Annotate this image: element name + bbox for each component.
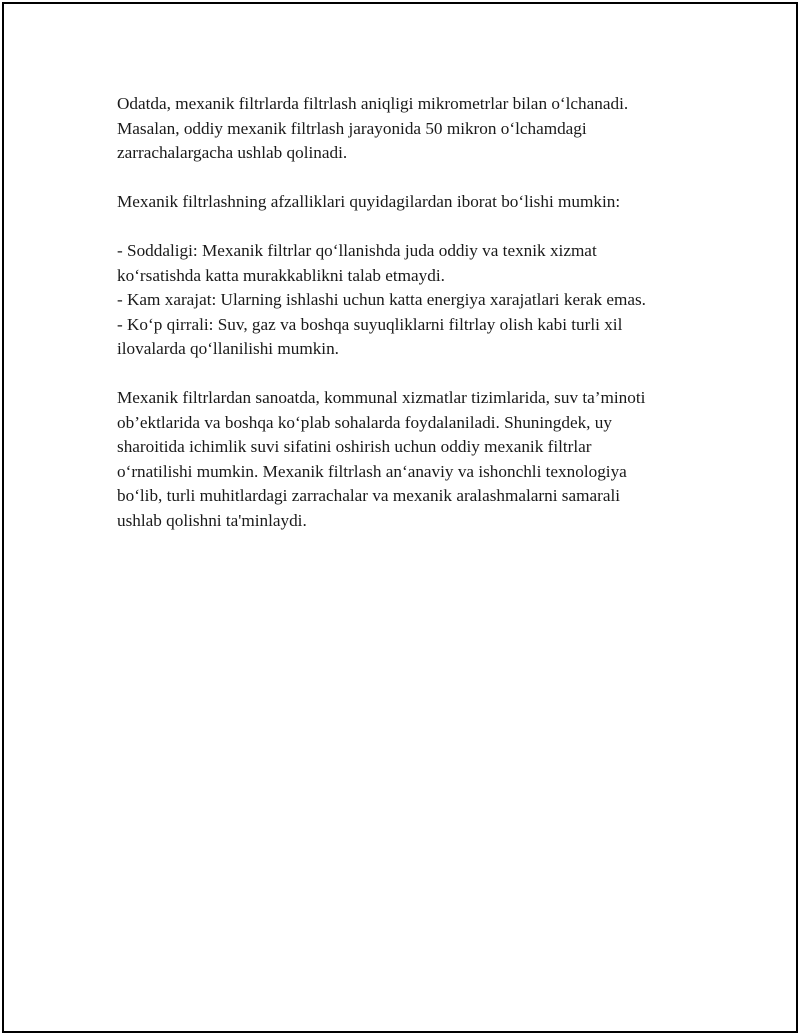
paragraph-advantages-intro [117, 190, 717, 215]
text-line: Mexanik filtrlashning afzalliklari quyidagilardan iborat bo‘lishi mumkin: [117, 192, 621, 211]
text-line: sharoitida ichimlik suvi sifatini oshirish uchun oddiy mexanik filtrlar [117, 437, 592, 456]
text-line: zarrachalargacha ushlab qolinadi. [117, 143, 348, 162]
document-body [117, 92, 717, 558]
list-item-continuation: ko‘rsatishda katta murakkablikni talab etmaydi. [117, 265, 445, 285]
text-line: o‘rnatilishi mumkin. Mexanik filtrlash an‘anaviy va ishonchli texnologiya [117, 461, 627, 481]
paragraph-filtration-precision [117, 92, 717, 166]
list-item-continuation: ilovalarda qo‘llanilishi mumkin. [117, 339, 339, 358]
text-line: ushlab qolishni ta'minlaydi. [117, 510, 307, 530]
text-line: ob’ektlarida va boshqa ko‘plab sohalarda foydalaniladi. Shuningdek, uy [117, 412, 612, 432]
text-line: bo‘lib, turli muhitlardagi zarrachalar va mexanik aralashmalarni samarali [117, 486, 620, 505]
text-line: Mexanik filtrlardan sanoatda, kommunal xizmatlar tizimlarida, suv ta’minoti [117, 388, 646, 407]
paragraph-applications [117, 386, 717, 533]
text-line: Odatda, mexanik filtrlarda filtrlash aniqligi mikrometrlar bilan o‘lchanadi. [117, 94, 629, 113]
list-item: - Kam xarajat: Ularning ishlashi uchun katta energiya xarajatlari kerak emas. [117, 290, 646, 309]
list-item: - Soddaligi: Mexanik filtrlar qo‘llanishda juda oddiy va texnik xizmat [117, 241, 597, 260]
advantages-list [117, 239, 717, 362]
text-line: Masalan, oddiy mexanik filtrlash jarayonida 50 mikron o‘lchamdagi [117, 118, 587, 138]
list-item: - Ko‘p qirrali: Suv, gaz va boshqa suyuqliklarni filtrlay olish kabi turli xil [117, 314, 623, 334]
